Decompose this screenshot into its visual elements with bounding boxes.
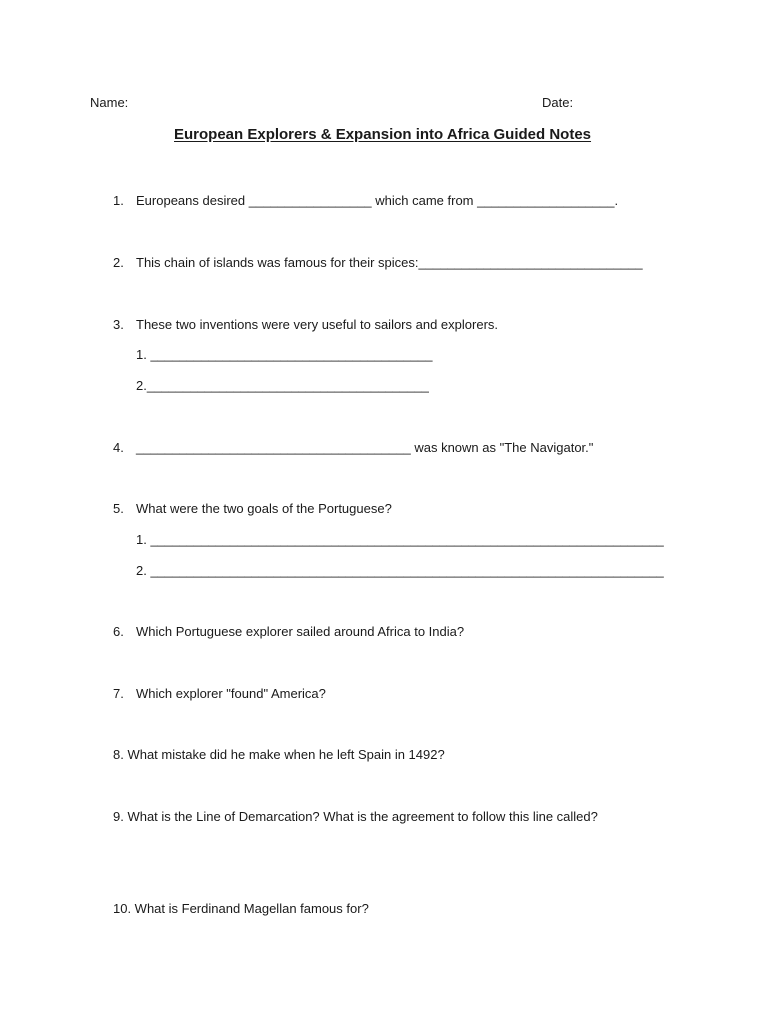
question-text: Which explorer "found" America? [136, 686, 326, 701]
question-number: 1. [113, 193, 124, 208]
question-text: These two inventions were very useful to sailors and explorers. [136, 317, 499, 332]
question-number: 3. [113, 317, 124, 332]
page-title: European Explorers & Expansion into Africa Guided Notes [174, 126, 592, 143]
question-text: Which Portuguese explorer sailed around Africa to India? [136, 624, 465, 639]
question-text: What were the two goals of the Portuguese? [136, 501, 392, 516]
question-text: Europeans desired _________________ which came from ___________________. [136, 193, 619, 208]
name-label: Name: [90, 95, 129, 110]
question-text: This chain of islands was famous for their spices:_______________________________ [136, 255, 643, 270]
question-number: 6. [113, 624, 124, 639]
answer-blank: 1. _______________________________________ [136, 347, 433, 362]
answer-blank: 2._______________________________________ [136, 378, 429, 393]
question-text: 9. What is the Line of Demarcation? What is the agreement to follow this line called? [113, 809, 598, 824]
question-number: 7. [113, 686, 124, 701]
answer-blank: 1. _______________________________________________________________________ [136, 532, 664, 547]
answer-blank: 2. _______________________________________________________________________ [136, 563, 664, 578]
date-label: Date: [542, 95, 574, 110]
question-text: 8. What mistake did he make when he left Spain in 1492? [113, 747, 445, 762]
question-number: 2. [113, 255, 124, 270]
question-text: ______________________________________ was known as "The Navigator." [136, 440, 594, 455]
question-text: 10. What is Ferdinand Magellan famous for? [113, 901, 369, 916]
question-number: 4. [113, 440, 124, 455]
question-number: 5. [113, 501, 124, 516]
